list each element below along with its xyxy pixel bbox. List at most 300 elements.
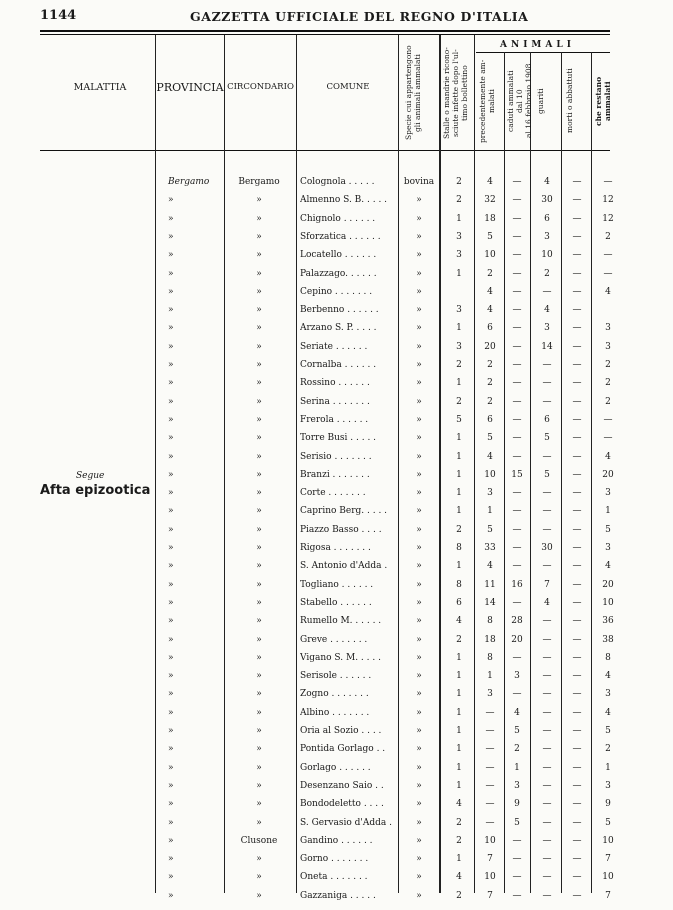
cell-stalle: 6 bbox=[456, 597, 462, 608]
cell-morti: — bbox=[572, 488, 582, 499]
cell-specie: » bbox=[416, 195, 422, 206]
cell-guariti: — bbox=[542, 488, 552, 499]
cell-restano: — bbox=[603, 414, 613, 425]
cell-morti: — bbox=[572, 671, 582, 682]
table-row bbox=[0, 818, 673, 837]
cell-specie: » bbox=[416, 835, 422, 846]
cell-precedentemente: — bbox=[485, 780, 495, 791]
cell-comune: Chignolo . . . . . . bbox=[300, 213, 376, 224]
cell-morti: — bbox=[572, 579, 582, 590]
cell-caduti: — bbox=[512, 177, 522, 187]
cell-morti: — bbox=[572, 250, 582, 261]
cell-provincia: » bbox=[168, 323, 174, 334]
table-row bbox=[0, 635, 673, 654]
cell-specie: » bbox=[416, 854, 422, 865]
cell-stalle: 1 bbox=[456, 213, 462, 224]
cell-caduti: 16 bbox=[511, 579, 523, 590]
cell-specie: » bbox=[416, 634, 422, 645]
cell-provincia: » bbox=[168, 579, 174, 590]
cell-stalle: 1 bbox=[456, 762, 462, 773]
cell-morti: — bbox=[572, 396, 582, 407]
cell-morti: — bbox=[572, 726, 582, 736]
cell-precedentemente: 18 bbox=[484, 213, 496, 224]
cell-guariti: — bbox=[542, 890, 552, 901]
cell-stalle: 1 bbox=[456, 652, 462, 663]
cell-morti: — bbox=[572, 360, 582, 370]
cell-precedentemente: 1 bbox=[487, 506, 493, 517]
cell-provincia: » bbox=[168, 652, 174, 663]
cell-morti: — bbox=[572, 323, 582, 334]
disease-name: Afta epizootica bbox=[40, 483, 151, 498]
cell-circondario: » bbox=[256, 341, 262, 352]
cell-caduti: 2 bbox=[514, 744, 520, 755]
cell-precedentemente: 10 bbox=[484, 835, 496, 846]
cell-comune: Bondodeletto . . . . bbox=[300, 799, 384, 810]
header-malattia: MALATTIA bbox=[73, 82, 127, 93]
cell-precedentemente: 5 bbox=[487, 433, 493, 444]
cell-specie: » bbox=[416, 744, 422, 755]
cell-precedentemente: 5 bbox=[487, 231, 493, 242]
cell-specie: » bbox=[416, 762, 422, 773]
cell-restano: 3 bbox=[605, 323, 611, 334]
table-row bbox=[0, 506, 673, 525]
cell-circondario: » bbox=[256, 671, 262, 682]
cell-specie: » bbox=[416, 506, 422, 517]
cell-morti: — bbox=[572, 762, 582, 773]
cell-stalle: 3 bbox=[456, 250, 462, 261]
cell-guariti: 3 bbox=[544, 231, 550, 242]
cell-stalle: 4 bbox=[456, 799, 462, 810]
table-row bbox=[0, 580, 673, 599]
cell-precedentemente: 10 bbox=[484, 250, 496, 261]
cell-precedentemente: 7 bbox=[487, 890, 493, 901]
table-row bbox=[0, 397, 673, 416]
cell-guariti: — bbox=[542, 799, 552, 810]
cell-circondario: » bbox=[256, 488, 262, 499]
table-row bbox=[0, 360, 673, 379]
cell-circondario: » bbox=[256, 854, 262, 865]
cell-morti: — bbox=[572, 286, 582, 297]
cell-provincia: » bbox=[168, 671, 174, 682]
cell-provincia: » bbox=[168, 414, 174, 425]
cell-comune: Rossino . . . . . . bbox=[300, 378, 370, 389]
header-stalle: Stalle o mandrie ricono- sciute infette dopo l'ul- timo bollettino bbox=[442, 47, 469, 139]
cell-morti: — bbox=[572, 780, 582, 791]
cell-precedentemente: 18 bbox=[484, 634, 496, 645]
cell-restano: 3 bbox=[605, 341, 611, 352]
cell-restano: 1 bbox=[605, 762, 611, 773]
table-row bbox=[0, 305, 673, 324]
table-row bbox=[0, 891, 673, 910]
cell-caduti: 9 bbox=[514, 799, 520, 810]
cell-provincia: » bbox=[168, 488, 174, 499]
cell-specie: » bbox=[416, 341, 422, 352]
cell-comune: Albino . . . . . . . bbox=[300, 707, 370, 718]
table-row bbox=[0, 232, 673, 251]
table-row bbox=[0, 378, 673, 397]
cell-precedentemente: 3 bbox=[487, 689, 493, 700]
cell-provincia: » bbox=[168, 835, 174, 846]
page-number: 1144 bbox=[40, 8, 77, 23]
cell-precedentemente: — bbox=[485, 707, 495, 718]
cell-stalle: 2 bbox=[456, 396, 462, 407]
table-row bbox=[0, 543, 673, 562]
cell-morti: — bbox=[572, 561, 582, 572]
cell-guariti: — bbox=[542, 378, 552, 389]
cell-provincia: » bbox=[168, 506, 174, 517]
table-row bbox=[0, 195, 673, 214]
cell-circondario: » bbox=[256, 286, 262, 297]
cell-specie: » bbox=[416, 396, 422, 407]
cell-comune: Berbenno . . . . . . bbox=[300, 305, 379, 316]
cell-restano: 3 bbox=[605, 780, 611, 791]
cell-comune: Gazzaniga . . . . . bbox=[300, 890, 376, 901]
cell-restano: 4 bbox=[605, 707, 611, 718]
cell-provincia: » bbox=[168, 561, 174, 572]
cell-comune: Pontida Gorlago . . bbox=[300, 744, 386, 755]
cell-restano: 7 bbox=[605, 854, 611, 865]
header-morti: morti o abbattuti bbox=[565, 68, 574, 134]
cell-caduti: — bbox=[512, 213, 522, 224]
cell-restano: 10 bbox=[602, 597, 614, 608]
cell-specie: » bbox=[416, 414, 422, 425]
cell-morti: — bbox=[572, 597, 582, 608]
cell-circondario: » bbox=[256, 762, 262, 773]
cell-comune: Serisio . . . . . . . bbox=[300, 451, 372, 462]
cell-restano: 2 bbox=[605, 744, 611, 755]
cell-guariti: 4 bbox=[544, 597, 550, 608]
cell-provincia: » bbox=[168, 543, 174, 553]
cell-stalle: 5 bbox=[456, 414, 462, 425]
cell-specie: » bbox=[416, 579, 422, 590]
table-row bbox=[0, 488, 673, 507]
table-row bbox=[0, 781, 673, 800]
cell-guariti: 7 bbox=[544, 579, 550, 590]
cell-circondario: » bbox=[256, 689, 262, 700]
cell-precedentemente: — bbox=[485, 762, 495, 773]
table-row bbox=[0, 598, 673, 617]
cell-morti: — bbox=[572, 378, 582, 389]
cell-stalle: 8 bbox=[456, 579, 462, 590]
cell-caduti: — bbox=[512, 396, 522, 407]
cell-morti: — bbox=[572, 652, 582, 663]
cell-caduti: — bbox=[512, 433, 522, 444]
cell-restano: 10 bbox=[602, 835, 614, 846]
cell-precedentemente: 4 bbox=[487, 561, 493, 572]
cell-comune: Greve . . . . . . . bbox=[300, 634, 368, 645]
cell-guariti: — bbox=[542, 561, 552, 572]
cell-specie: » bbox=[416, 250, 422, 261]
cell-guariti: — bbox=[542, 396, 552, 407]
cell-restano: 7 bbox=[605, 890, 611, 901]
cell-caduti: — bbox=[512, 195, 522, 206]
cell-provincia: » bbox=[168, 817, 174, 828]
cell-restano: 2 bbox=[605, 360, 611, 370]
cell-provincia: » bbox=[168, 231, 174, 242]
cell-precedentemente: 8 bbox=[487, 616, 493, 627]
cell-circondario: » bbox=[256, 195, 262, 206]
table-row bbox=[0, 214, 673, 233]
cell-provincia: » bbox=[168, 780, 174, 791]
cell-morti: — bbox=[572, 305, 582, 316]
cell-guariti: 2 bbox=[544, 268, 550, 279]
cell-caduti: — bbox=[512, 524, 522, 535]
cell-morti: — bbox=[572, 634, 582, 645]
cell-morti: — bbox=[572, 341, 582, 352]
cell-precedentemente: 1 bbox=[487, 671, 493, 682]
cell-specie: » bbox=[416, 378, 422, 389]
cell-guariti: 30 bbox=[541, 195, 553, 206]
cell-morti: — bbox=[572, 872, 582, 883]
cell-circondario: » bbox=[256, 726, 262, 736]
cell-circondario: » bbox=[256, 231, 262, 242]
cell-specie: » bbox=[416, 671, 422, 682]
table-row bbox=[0, 854, 673, 873]
cell-stalle: 3 bbox=[456, 305, 462, 316]
cell-guariti: — bbox=[542, 744, 552, 755]
cell-restano: 5 bbox=[605, 726, 611, 736]
cell-specie: » bbox=[416, 231, 422, 242]
cell-guariti: 3 bbox=[544, 323, 550, 334]
cell-guariti: — bbox=[542, 671, 552, 682]
cell-stalle: 1 bbox=[456, 451, 462, 462]
cell-specie: » bbox=[416, 543, 422, 553]
cell-circondario: » bbox=[256, 524, 262, 535]
cell-stalle: 1 bbox=[456, 506, 462, 517]
cell-circondario: » bbox=[256, 451, 262, 462]
table-row bbox=[0, 287, 673, 306]
cell-morti: — bbox=[572, 854, 582, 865]
cell-morti: — bbox=[572, 707, 582, 718]
cell-morti: — bbox=[572, 744, 582, 755]
cell-guariti: — bbox=[542, 524, 552, 535]
cell-caduti: — bbox=[512, 231, 522, 242]
cell-stalle: 2 bbox=[456, 817, 462, 828]
cell-precedentemente: — bbox=[485, 799, 495, 810]
cell-precedentemente: 4 bbox=[487, 305, 493, 316]
cell-stalle: 1 bbox=[456, 433, 462, 444]
cell-precedentemente: — bbox=[485, 726, 495, 736]
cell-restano: 1 bbox=[605, 506, 611, 517]
header-specie: Specie cui appartengono gli animali ammalati bbox=[404, 45, 422, 141]
cell-morti: — bbox=[572, 469, 582, 480]
header-caduti: caduti ammalati dal 10 al 16 febbraio 1908 bbox=[506, 63, 533, 139]
cell-restano: 5 bbox=[605, 524, 611, 535]
cell-stalle: 4 bbox=[456, 872, 462, 883]
cell-stalle: 3 bbox=[456, 231, 462, 242]
cell-circondario: Clusone bbox=[240, 835, 278, 846]
cell-restano: 5 bbox=[605, 817, 611, 828]
cell-provincia: » bbox=[168, 616, 174, 627]
cell-caduti: 4 bbox=[514, 707, 520, 718]
cell-morti: — bbox=[572, 506, 582, 517]
cell-circondario: » bbox=[256, 872, 262, 883]
cell-morti: — bbox=[572, 213, 582, 224]
cell-specie: » bbox=[416, 323, 422, 334]
cell-comune: Seriate . . . . . . bbox=[300, 341, 368, 352]
cell-circondario: » bbox=[256, 799, 262, 810]
cell-precedentemente: 6 bbox=[487, 323, 493, 334]
cell-specie: » bbox=[416, 890, 422, 901]
cell-stalle: 1 bbox=[456, 469, 462, 480]
cell-morti: — bbox=[572, 689, 582, 700]
cell-precedentemente: — bbox=[485, 817, 495, 828]
cell-comune: Arzano S. P. . . . . bbox=[300, 323, 377, 334]
cell-comune: Palazzago. . . . . . bbox=[300, 268, 377, 279]
cell-morti: — bbox=[572, 231, 582, 242]
cell-precedentemente: 3 bbox=[487, 488, 493, 499]
cell-guariti: — bbox=[542, 360, 552, 370]
cell-precedentemente: 10 bbox=[484, 469, 496, 480]
cell-provincia: » bbox=[168, 854, 174, 865]
cell-precedentemente: 33 bbox=[484, 543, 496, 553]
cell-provincia: » bbox=[168, 597, 174, 608]
cell-circondario: » bbox=[256, 250, 262, 261]
cell-comune: Sforzatica . . . . . . bbox=[300, 231, 381, 242]
cell-guariti: 4 bbox=[544, 177, 550, 187]
cell-comune: Desenzano Saio . . bbox=[300, 780, 384, 791]
cell-caduti: 1 bbox=[514, 762, 520, 773]
cell-specie: » bbox=[416, 616, 422, 627]
cell-restano: 10 bbox=[602, 872, 614, 883]
cell-precedentemente: 2 bbox=[487, 378, 493, 389]
table-row bbox=[0, 653, 673, 672]
table-row bbox=[0, 525, 673, 544]
cell-specie: bovina bbox=[403, 177, 435, 187]
cell-circondario: » bbox=[256, 396, 262, 407]
cell-circondario: » bbox=[256, 433, 262, 444]
cell-comune: Caprino Berg. . . . . bbox=[300, 506, 388, 517]
cell-guariti: — bbox=[542, 634, 552, 645]
table-row bbox=[0, 744, 673, 763]
cell-circondario: » bbox=[256, 780, 262, 791]
cell-precedentemente: 32 bbox=[484, 195, 496, 206]
cell-restano: 36 bbox=[602, 616, 614, 627]
cell-restano: 3 bbox=[605, 488, 611, 499]
cell-guariti: 6 bbox=[544, 213, 550, 224]
cell-caduti: — bbox=[512, 561, 522, 572]
cell-caduti: — bbox=[512, 890, 522, 901]
cell-restano: — bbox=[603, 177, 613, 187]
cell-provincia: » bbox=[168, 305, 174, 316]
cell-specie: » bbox=[416, 707, 422, 718]
cell-caduti: — bbox=[512, 451, 522, 462]
cell-stalle: 4 bbox=[456, 616, 462, 627]
header-circondario: CIRCONDARIO bbox=[227, 82, 294, 92]
cell-specie: » bbox=[416, 689, 422, 700]
cell-provincia: » bbox=[168, 433, 174, 444]
table-row bbox=[0, 452, 673, 471]
cell-restano: 20 bbox=[602, 579, 614, 590]
cell-circondario: » bbox=[256, 213, 262, 224]
cell-circondario: » bbox=[256, 817, 262, 828]
page-title: GAZZETTA UFFICIALE DEL REGNO D'ITALIA bbox=[190, 9, 529, 24]
cell-restano: — bbox=[603, 250, 613, 261]
cell-specie: » bbox=[416, 286, 422, 297]
disease-segue-label: Segue bbox=[76, 471, 105, 481]
cell-provincia: » bbox=[168, 213, 174, 224]
cell-restano: 4 bbox=[605, 561, 611, 572]
cell-comune: Oneta . . . . . . . bbox=[300, 872, 368, 883]
cell-precedentemente: 2 bbox=[487, 396, 493, 407]
cell-caduti: — bbox=[512, 597, 522, 608]
cell-specie: » bbox=[416, 872, 422, 883]
cell-guariti: — bbox=[542, 780, 552, 791]
cell-provincia: » bbox=[168, 378, 174, 389]
cell-guariti: — bbox=[542, 817, 552, 828]
cell-caduti: — bbox=[512, 305, 522, 316]
cell-stalle: 1 bbox=[456, 378, 462, 389]
cell-specie: » bbox=[416, 799, 422, 810]
cell-restano: 3 bbox=[605, 543, 611, 553]
cell-specie: » bbox=[416, 469, 422, 480]
cell-caduti: — bbox=[512, 872, 522, 883]
table-row bbox=[0, 799, 673, 818]
cell-circondario: » bbox=[256, 323, 262, 334]
cell-precedentemente: 8 bbox=[487, 652, 493, 663]
cell-caduti: 3 bbox=[514, 671, 520, 682]
cell-caduti: — bbox=[512, 268, 522, 279]
table-row bbox=[0, 470, 673, 489]
cell-guariti: 6 bbox=[544, 414, 550, 425]
cell-guariti: 5 bbox=[544, 469, 550, 480]
header-provincia: PROVINCIA bbox=[156, 81, 224, 94]
cell-circondario: Bergamo bbox=[238, 177, 280, 187]
cell-restano: 4 bbox=[605, 286, 611, 297]
header-precedentemente: precedentemente am- malati bbox=[478, 59, 496, 143]
cell-stalle: 1 bbox=[456, 488, 462, 499]
cell-restano: 4 bbox=[605, 451, 611, 462]
cell-precedentemente: 20 bbox=[484, 341, 496, 352]
cell-stalle: 2 bbox=[456, 524, 462, 535]
cell-precedentemente: 14 bbox=[484, 597, 496, 608]
cell-comune: Almenno S. B. . . . . bbox=[300, 195, 388, 206]
cell-morti: — bbox=[572, 799, 582, 810]
cell-circondario: » bbox=[256, 652, 262, 663]
cell-specie: » bbox=[416, 561, 422, 572]
cell-provincia: » bbox=[168, 890, 174, 901]
cell-restano: 2 bbox=[605, 378, 611, 389]
cell-provincia: » bbox=[168, 469, 174, 480]
cell-comune: Togliano . . . . . . bbox=[300, 579, 374, 590]
cell-stalle: 1 bbox=[456, 726, 462, 736]
cell-provincia: » bbox=[168, 799, 174, 810]
cell-comune: Locatello . . . . . . bbox=[300, 250, 377, 261]
cell-specie: » bbox=[416, 817, 422, 828]
table-row bbox=[0, 269, 673, 288]
cell-precedentemente: 4 bbox=[487, 286, 493, 297]
table-row bbox=[0, 671, 673, 690]
cell-stalle: 2 bbox=[456, 360, 462, 370]
cell-morti: — bbox=[572, 177, 582, 187]
table-row bbox=[0, 872, 673, 891]
table-row bbox=[0, 415, 673, 434]
cell-comune: Serisole . . . . . . bbox=[300, 671, 372, 682]
cell-circondario: » bbox=[256, 305, 262, 316]
cell-morti: — bbox=[572, 195, 582, 206]
cell-guariti: — bbox=[542, 506, 552, 517]
cell-precedentemente: 6 bbox=[487, 414, 493, 425]
cell-circondario: » bbox=[256, 634, 262, 645]
cell-stalle: 2 bbox=[456, 177, 462, 187]
cell-restano: 8 bbox=[605, 652, 611, 663]
cell-specie: » bbox=[416, 268, 422, 279]
cell-stalle: 1 bbox=[456, 268, 462, 279]
cell-comune: Cornalba . . . . . . bbox=[300, 360, 377, 370]
cell-precedentemente: 4 bbox=[487, 451, 493, 462]
cell-specie: » bbox=[416, 524, 422, 535]
cell-guariti: — bbox=[542, 762, 552, 773]
